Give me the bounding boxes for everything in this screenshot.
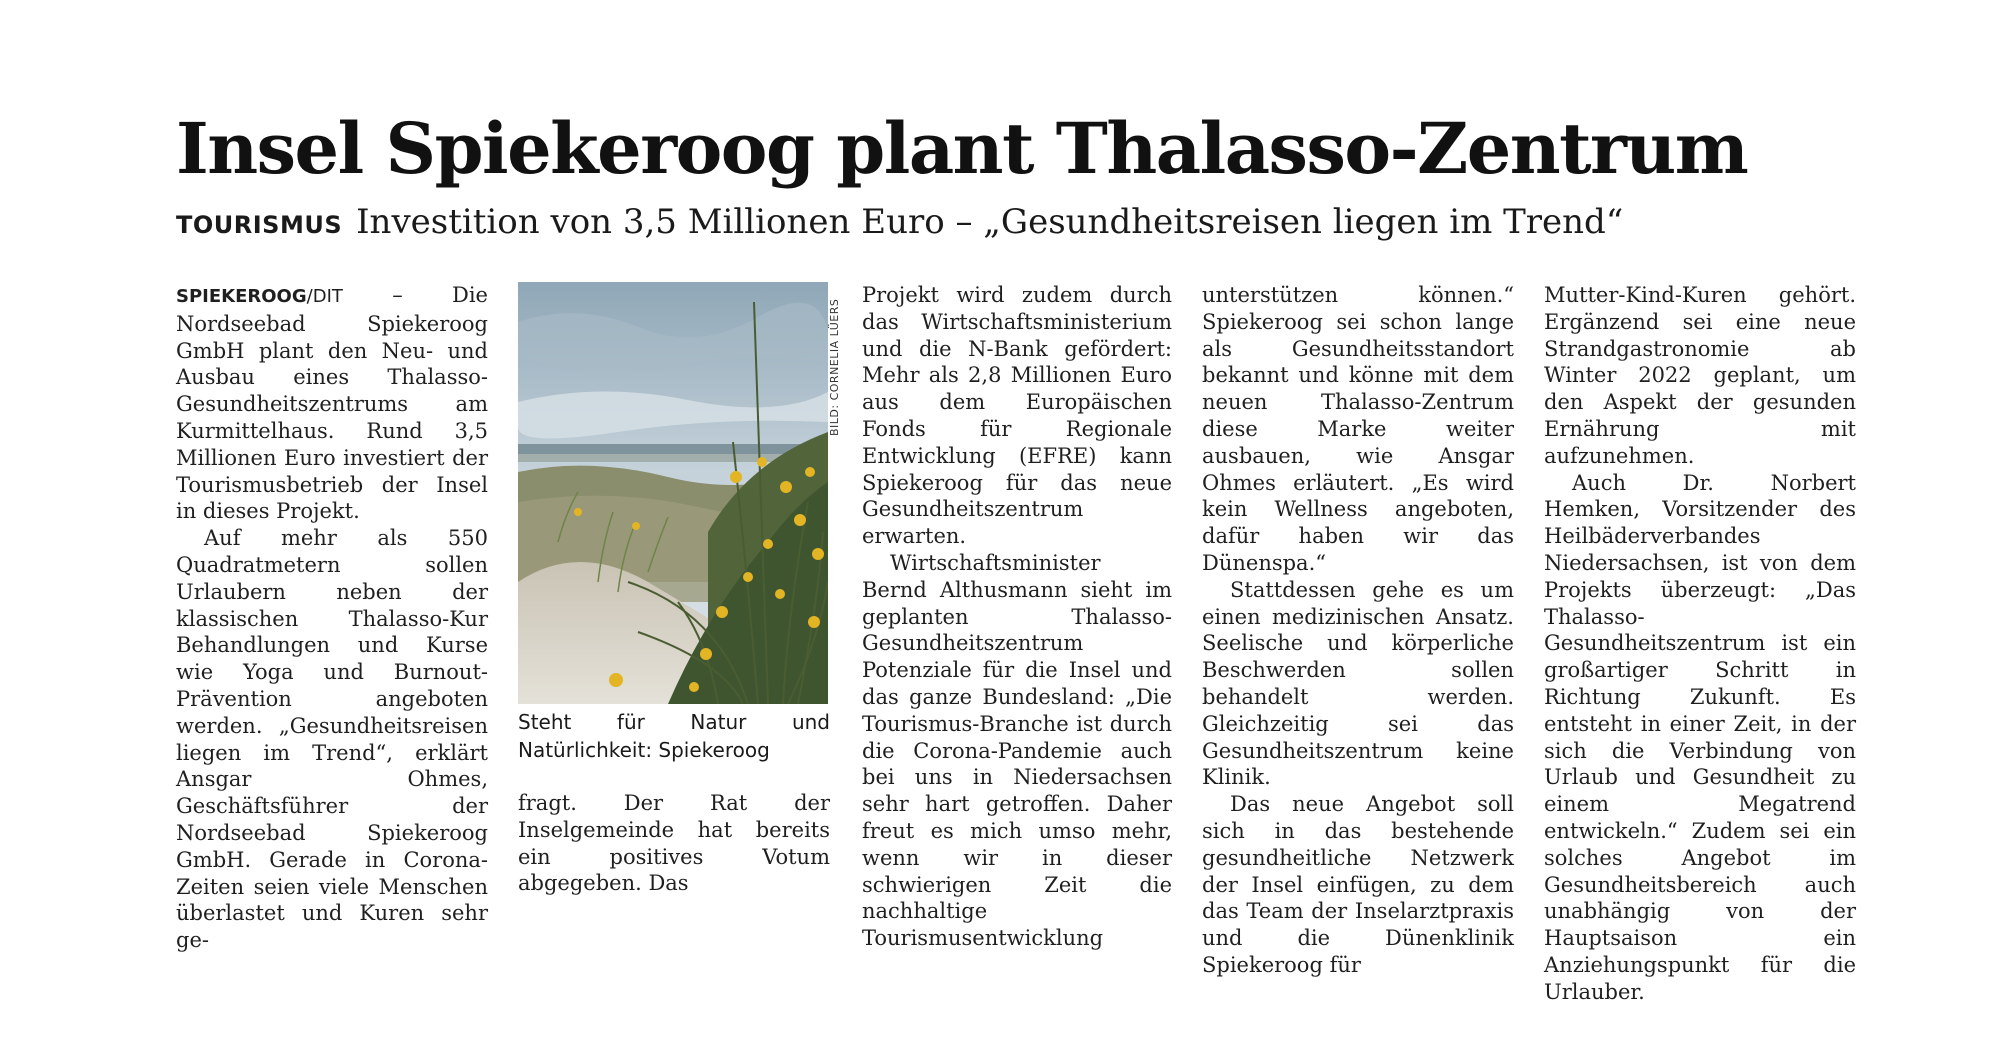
article-paragraph: Auf mehr als 550 Quadratmetern sollen Urlaubern neben der klassischen Thalasso-Kur Behandlungen und Kurse wie Yoga und Burnout-Prävention angeboten werden. „Gesundheitsreisen liegen im Trend“, erklärt Ansgar Ohmes, Geschäftsführer der Nordseebad Spiekeroog GmbH. Gerade in Corona-Zeiten seien viele Menschen überlastet und Kuren sehr ge- (176, 526, 488, 953)
article-paragraph (176, 282, 488, 525)
section-kicker: TOURISMUS (176, 211, 343, 239)
article-column-1 (176, 282, 488, 954)
article-paragraph: Mutter-Kind-Kuren gehört. Ergänzend sei eine neue Strandgastronomie ab Winter 2022 geplant, um den Aspekt der gesunden Ernährung mit aufzunehmen. (1544, 283, 1856, 468)
dateline-place: SPIEKEROOG (176, 286, 307, 307)
article-paragraph: Auch Dr. Norbert Hemken, Vorsitzender des Heilbäderverbandes Niedersachsen, ist von dem Projekts überzeugt: „Das Thalasso-Gesundheitszentrum ist ein großartiger Schritt in Richtung Zukunft. Es entsteht in einer Zeit, in der sich die Verbindung von Urlaub und Gesundheit zu einem Megatrend entwickeln.“ Zudem sei ein solches Angebot im Gesundheitsbereich auch unabhängig von der Hauptsaison ein Anziehungspunkt für die Urlauber. (1544, 470, 1856, 1004)
paragraph-text: – Die Nordseebad Spiekeroog GmbH plant den Neu- und Ausbau eines Thalasso-Gesundheitszentrums am Kurmittelhaus. Rund 3,5 Millionen Euro investiert der Tourismusbetrieb der Insel in dieses Projekt. (176, 283, 488, 524)
article-paragraph: Das neue Angebot soll sich in das bestehende gesundheitliche Netzwerk der Insel einfügen, zu dem das Team der Inselarztpraxis und die Dünenklinik Spiekeroog für (1202, 792, 1514, 977)
article-photo (518, 282, 828, 704)
article-paragraph: fragt. Der Rat der Inselgemeinde hat bereits ein positives Votum abgegeben. Das (518, 791, 830, 896)
article-paragraph: Stattdessen gehe es um einen medizinischen Ansatz. Seelische und körperliche Beschwerden sollen behandelt werden. Gleichzeitig sei das Gesundheitszentrum keine Klinik. (1202, 577, 1514, 790)
article-column-2 (518, 790, 830, 897)
dune-beach-photo (518, 282, 828, 704)
dateline-agency: /DIT (306, 286, 343, 307)
article-column-4 (1202, 282, 1514, 979)
article-column-3 (862, 282, 1172, 952)
article-subtitle: Investition von 3,5 Millionen Euro – „Gesundheitsreisen liegen im Trend“ (356, 202, 1624, 242)
article-column-5 (1544, 282, 1856, 1006)
article-headline: Insel Spiekeroog plant Thalasso-Zentrum (176, 107, 1748, 190)
article-paragraph: Wirtschaftsminister Bernd Althusmann sieht im geplanten Thalasso-Gesundheitszentrum Potenziale für die Insel und das ganze Bundesland: „Die Tourismus-Branche ist durch die Corona-Pandemie auch bei uns in Niedersachsen sehr hart getroffen. Daher freut es mich umso mehr, wenn wir in dieser schwierigen Zeit die nachhaltige Tourismusentwicklung (862, 550, 1172, 951)
photo-caption: Steht für Natur und Natürlichkeit: Spiekeroog (518, 710, 830, 762)
article-paragraph: Projekt wird zudem durch das Wirtschaftsministerium und die N-Bank gefördert: Mehr als 2,8 Millionen Euro aus dem Europäischen Fonds für Regionale Entwicklung (EFRE) kann Spiekeroog für das neue Gesundheitszentrum erwarten. (862, 283, 1172, 549)
dateline (176, 286, 343, 307)
article-paragraph: unterstützen können.“ Spiekeroog sei schon lange als Gesundheitsstandort bekannt und könne mit dem neuen Thalasso-Zentrum diese Marke weiter ausbauen, wie Ansgar Ohmes erläutert. „Es wird kein Wellness angeboten, dafür haben wir das Dünenspa.“ (1202, 283, 1514, 575)
photo-credit: BILD: CORNELIA LÜERS (828, 298, 841, 436)
article-subline (176, 200, 1623, 251)
